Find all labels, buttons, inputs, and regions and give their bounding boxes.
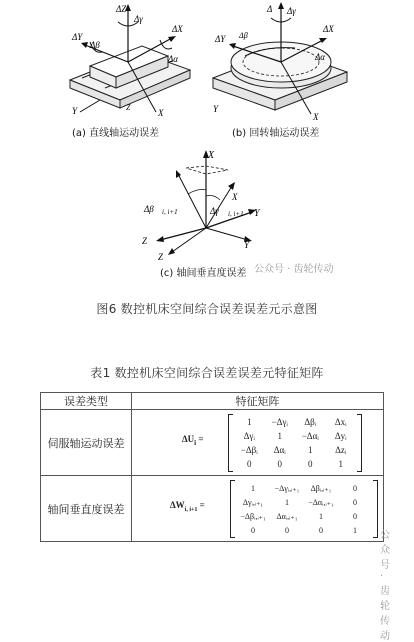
matrix-entry: Δγᵢ,ᵢ₊₁ — [242, 497, 264, 507]
matrix-entry: 0 — [353, 483, 357, 493]
matrix-entry: Δαᵢ,ᵢ₊₁ — [276, 511, 298, 521]
figure-watermark: 公众号 · 齿轮传动 — [254, 264, 334, 275]
header-feature-matrix: 特征矩阵 — [132, 393, 384, 410]
label-c-dgamma: Δγ — [210, 206, 219, 216]
row-type-perpendicularity: 轴间垂直度误差 — [41, 476, 132, 542]
matrix-entry: Δβᵢ — [304, 417, 317, 427]
label-b-y: Y — [213, 104, 219, 114]
label-dx: ΔX — [172, 24, 183, 34]
panel-c-diagram — [140, 144, 270, 264]
table-caption: 表1 数控机床空间综合误差误差元特征矩阵 — [90, 366, 324, 380]
label-c-yi1: Y — [244, 240, 250, 250]
matrix-entry: 1 — [353, 525, 357, 535]
matrix-entry: −Δβᵢ,ᵢ₊₁ — [240, 511, 266, 521]
matrix-entry: 0 — [319, 525, 323, 535]
matrix-entry: 0 — [277, 459, 282, 469]
label-x: X — [158, 108, 164, 118]
matrix-entry: 0 — [251, 525, 255, 535]
matrix-entry: 0 — [247, 459, 252, 469]
label-c-dbeta: Δβ — [144, 204, 154, 214]
label-c-sub-g: i, i+1 — [228, 210, 244, 218]
label-b-dgamma: Δγ — [287, 6, 296, 16]
matrix-u — [228, 414, 362, 472]
panel-a-caption: (a) 直线轴运动误差 — [72, 128, 160, 139]
matrix-label-u: $\Delta U_i$ = — [182, 434, 204, 447]
panel-b-diagram — [205, 0, 355, 122]
matrix-cell — [132, 476, 390, 642]
matrix-entry: −Δβᵢ — [240, 445, 258, 455]
matrix-cell — [132, 410, 384, 476]
matrix-entry: Δβᵢ,ᵢ₊₁ — [310, 483, 332, 493]
matrix-entry: 0 — [353, 497, 357, 507]
label-c-sub-b: i, i+1 — [162, 208, 178, 216]
label-dalpha: Δα — [168, 54, 179, 64]
matrix-entry: Δγᵢ — [243, 431, 255, 441]
matrix-entry: −Δγᵢ — [271, 417, 288, 427]
label-b-x: X — [313, 112, 319, 122]
matrix-entry: 0 — [308, 459, 313, 469]
matrix-entry: Δyᵢ — [334, 431, 347, 441]
label-c-xi1: X — [232, 192, 238, 202]
matrix-label-w: $\Delta W_{i, i+1}$ = — [170, 500, 205, 513]
matrix-entry: 1 — [319, 511, 323, 521]
matrix-entry: −Δαᵢ — [301, 431, 319, 441]
table-row — [41, 476, 384, 542]
panel-a-diagram — [60, 0, 200, 120]
label-b-dx: ΔX — [323, 24, 334, 34]
label-c-xi: X — [208, 150, 215, 161]
figure-caption: 图6 数控机床空间综合误差误差元示意图 — [96, 302, 318, 316]
label-z: Z — [126, 103, 131, 112]
feature-matrix-table — [40, 392, 390, 642]
panel-c-caption: (c) 轴间垂直度误差 — [160, 268, 247, 279]
label-c-zi1: Z — [142, 236, 148, 246]
label-dbeta: Δβ — [90, 40, 100, 50]
header-error-type: 误差类型 — [41, 393, 132, 410]
label-b-dy: ΔY — [215, 34, 226, 44]
matrix-entry: 1 — [338, 459, 343, 469]
matrix-entry: 0 — [285, 525, 289, 535]
matrix-entry: 1 — [308, 445, 313, 455]
matrix-entry: 0 — [353, 511, 357, 521]
matrix-entry: −Δγᵢ,ᵢ₊₁ — [274, 483, 300, 493]
label-y: Y — [72, 106, 78, 116]
matrix-entry: 1 — [247, 417, 252, 427]
panel-b-caption: (b) 回转轴运动误差 — [232, 128, 320, 139]
label-b-dalpha: Δα — [315, 52, 326, 62]
label-b-dbeta: Δβ — [239, 31, 248, 40]
label-c-zi: Z — [158, 252, 164, 262]
matrix-entry: Δzᵢ — [335, 445, 347, 455]
table-header-row — [41, 393, 384, 410]
table-row — [41, 410, 384, 476]
matrix-entry: Δαᵢ — [273, 445, 286, 455]
table-watermark: 公众号 · 齿轮传动 — [380, 530, 390, 642]
row-type-servo: 伺服轴运动误差 — [41, 410, 132, 476]
label-c-yi: Y — [254, 208, 260, 219]
label-dgamma: Δγ — [134, 14, 143, 24]
matrix-entry: 1 — [251, 483, 255, 493]
matrix-entry: −Δαᵢ,ᵢ₊₁ — [308, 497, 334, 507]
label-dy: ΔY — [72, 32, 83, 42]
label-dz: ΔZ — [116, 4, 127, 14]
label-b-dz: Δ — [267, 4, 273, 14]
matrix-entry: 1 — [277, 431, 282, 441]
matrix-entry: Δxᵢ — [334, 417, 347, 427]
matrix-entry: 1 — [285, 497, 289, 507]
matrix-w — [230, 480, 378, 538]
